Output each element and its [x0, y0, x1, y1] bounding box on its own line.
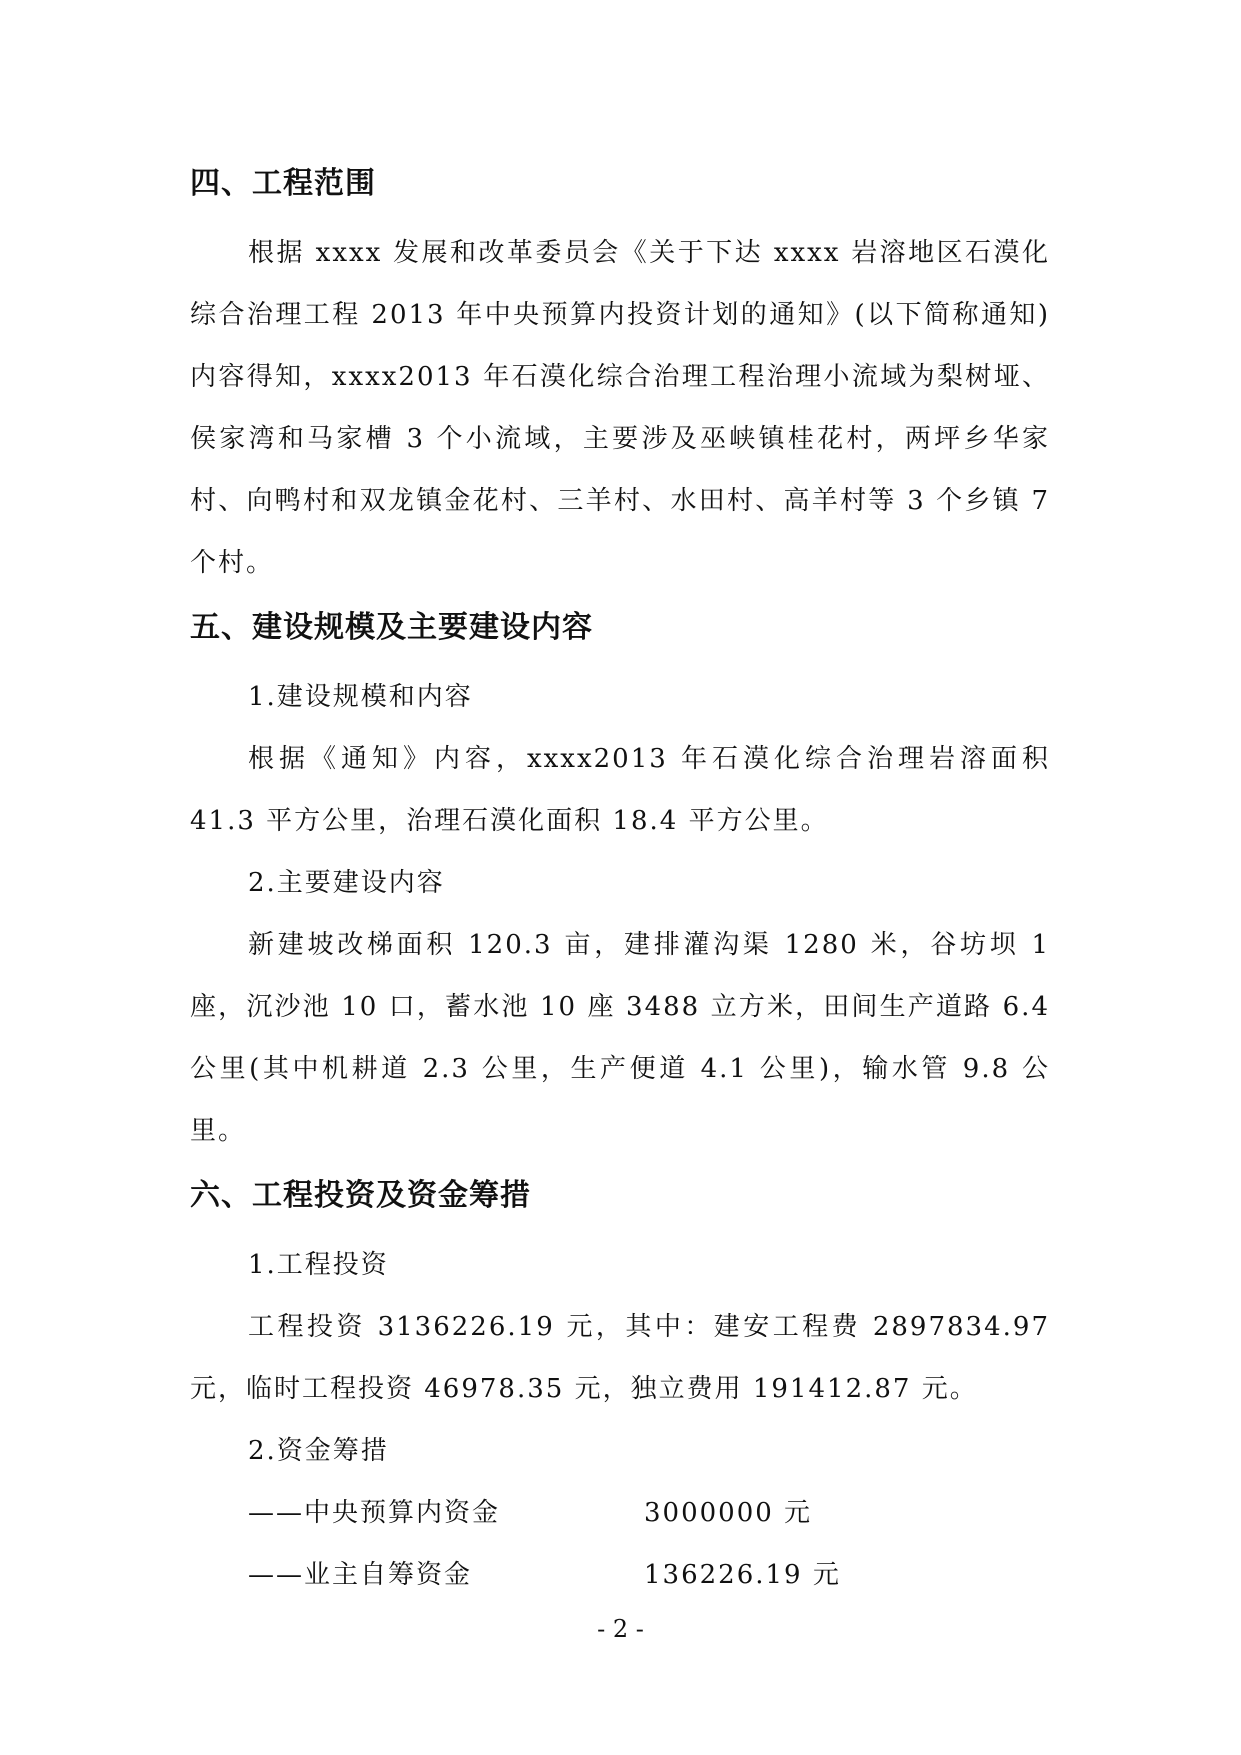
funding-amount: 136226.19 元: [644, 1560, 841, 1590]
funding-row-central: [190, 1482, 1050, 1544]
funding-label: ——业主自筹资金: [248, 1560, 473, 1590]
section-heading-construction: 五、建设规模及主要建设内容: [190, 610, 593, 645]
document-body: [190, 160, 1050, 1606]
investment-paragraph: 工程投资 3136226.19 元，其中：建安工程费 2897834.97 元，临时工程投资 46978.35 元，独立费用 191412.87 元。: [190, 1312, 1050, 1404]
scope-paragraph: 根据 xxxx 发展和改革委员会《关于下达 xxxx 岩溶地区石漠化综合治理工程 2013 年中央预算内投资计划的通知》(以下简称通知)内容得知，xxxx2013 年石漠化综合治理工程治理小流域为梨树垭、侯家湾和马家槽 3 个小流域，主要涉及巫峡镇桂花村，两坪乡华家村、向鸭村和双龙镇金花村、三羊村、水田村、高羊村等 3 个乡镇 7 个村。: [190, 238, 1050, 578]
subheading-funding: 2.资金筹措: [248, 1436, 389, 1466]
subheading-main-content: 2.主要建设内容: [248, 868, 445, 898]
scale-paragraph: 根据《通知》内容，xxxx2013 年石漠化综合治理岩溶面积 41.3 平方公里，治理石漠化面积 18.4 平方公里。: [190, 744, 1050, 836]
subheading-investment: 1.工程投资: [248, 1250, 389, 1280]
page-number: - 2 -: [597, 1615, 644, 1643]
section-heading-scope: 四、工程范围: [190, 166, 376, 201]
section-heading-investment: 六、工程投资及资金筹措: [190, 1178, 531, 1213]
funding-row-owner: [190, 1544, 1050, 1606]
funding-label: ——中央预算内资金: [248, 1498, 501, 1528]
main-content-paragraph: 新建坡改梯面积 120.3 亩，建排灌沟渠 1280 米，谷坊坝 1 座，沉沙池 10 口，蓄水池 10 座 3488 立方米，田间生产道路 6.4 公里(其中机耕道 2.3 公里，生产便道 4.1 公里)，输水管 9.8 公里。: [190, 930, 1050, 1146]
subheading-scale: 1.建设规模和内容: [248, 682, 473, 712]
funding-amount: 3000000 元: [644, 1498, 813, 1528]
